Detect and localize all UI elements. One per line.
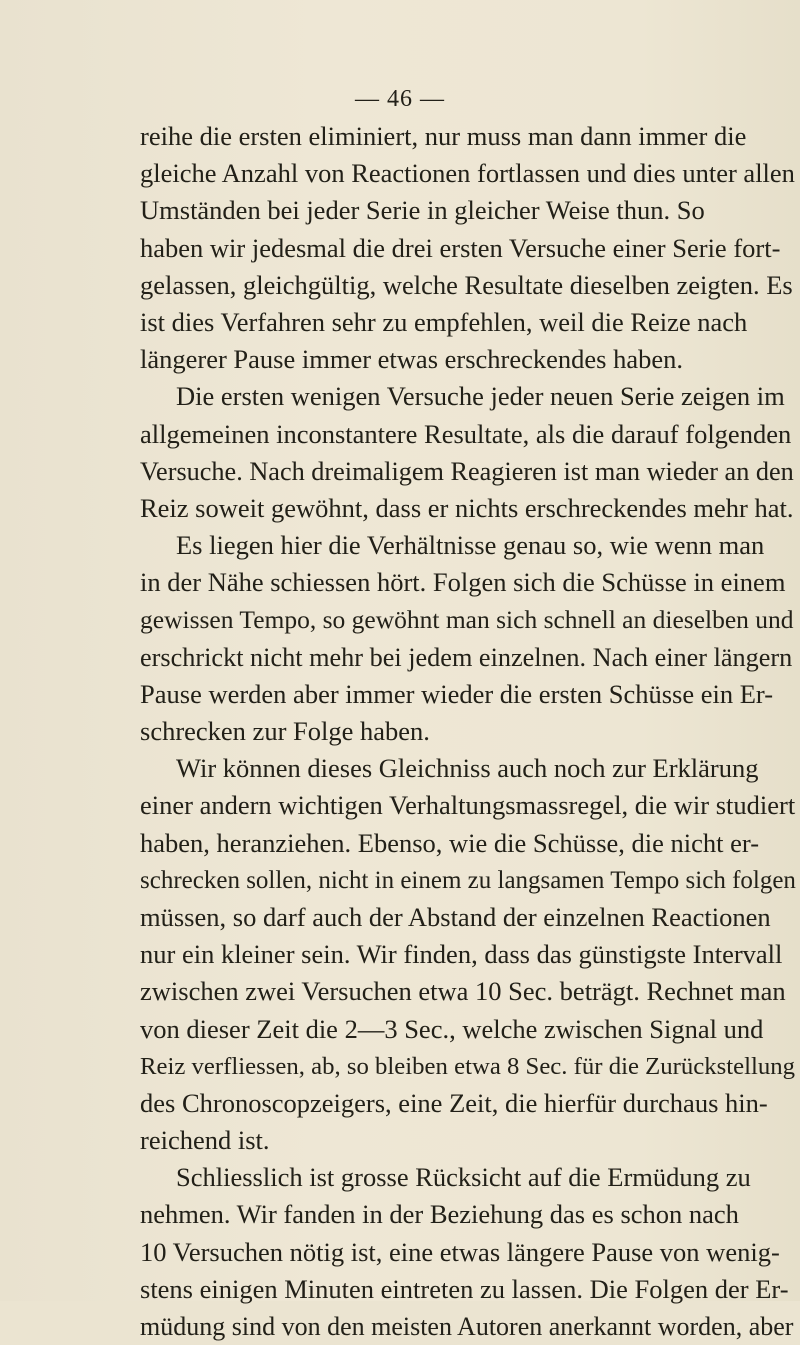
text-line: reihe die ersten eliminiert, nur muss man dann immer die (140, 121, 747, 151)
text-line: stens einigen Minuten eintreten zu lassen. Die Folgen der Er- (140, 1273, 789, 1304)
paragraph-start-line: Wir können dieses Gleichniss auch noch zur Erklärung (176, 753, 759, 784)
text-line: Versuche. Nach dreimaligem Reagieren ist man wieder an den (140, 456, 794, 486)
text-line: nur ein kleiner sein. Wir finden, dass das günstigste Intervall (140, 939, 783, 970)
page-number: — 46 — (355, 86, 445, 112)
text-line: haben, heranziehen. Ebenso, wie die Schüsse, die nicht er- (140, 827, 760, 858)
text-line: von dieser Zeit die 2—3 Sec., welche zwischen Signal und (140, 1013, 764, 1044)
text-line: zwischen zwei Versuchen etwa 10 Sec. beträgt. Rechnet man (140, 976, 786, 1007)
text-line: Umständen bei jeder Serie in gleicher Weise thun. So (140, 195, 705, 226)
paragraph-start-line: Schliesslich ist grosse Rücksicht auf die Ermüdung zu (176, 1162, 751, 1193)
text-line: Pause werden aber immer wieder die ersten Schüsse ein Er- (140, 678, 774, 709)
text-line: allgemeinen inconstantere Resultate, als die darauf folgenden (140, 418, 792, 449)
text-line: reichend ist. (140, 1125, 270, 1156)
text-line: längerer Pause immer etwas erschreckendes haben. (140, 344, 684, 375)
text-line: gelassen, gleichgültig, welche Resultate dieselben zeigten. Es (140, 269, 793, 300)
text-line: gleiche Anzahl von Reactionen fortlassen und dies unter allen (140, 158, 795, 189)
text-line: erschrickt nicht mehr bei jedem einzelnen. Nach einer längern (140, 642, 793, 672)
text-line: müdung sind von den meisten Autoren anerkannt worden, aber (140, 1312, 794, 1341)
text-line: Reiz verfliessen, ab, so bleiben etwa 8 Sec. für die Zurückstellung (140, 1052, 795, 1080)
text-line: des Chronoscopzeigers, eine Zeit, die hierfür durchaus hin- (140, 1087, 768, 1118)
text-line: nehmen. Wir fanden in der Beziehung das es schon nach (140, 1199, 739, 1230)
text-line: ist dies Verfahren sehr zu empfehlen, weil die Reize nach (140, 306, 748, 337)
text-line: Reiz soweit gewöhnt, dass er nichts erschreckendes mehr hat. (140, 492, 794, 523)
text-line: gewissen Tempo, so gewöhnt man sich schnell an dieselben und (140, 605, 794, 635)
body-text (140, 118, 796, 1345)
text-line: schrecken sollen, nicht in einem zu langsamen Tempo sich folgen (140, 866, 796, 894)
paragraph-start-line: Die ersten wenigen Versuche jeder neuen Serie zeigen im (176, 381, 785, 412)
text-line: in der Nähe schiessen hört. Folgen sich die Schüsse in einem (140, 567, 786, 598)
paragraph-start-line: Es liegen hier die Verhältnisse genau so, wie wenn man (176, 530, 765, 561)
text-line: 10 Versuchen nötig ist, eine etwas längere Pause von wenig- (140, 1236, 780, 1267)
text-line: müssen, so darf auch der Abstand der einzelnen Reactionen (140, 901, 771, 932)
text-line: einer andern wichtigen Verhaltungsmassregel, die wir studiert (140, 790, 796, 821)
text-line: haben wir jedesmal die drei ersten Versuche einer Serie fort- (140, 232, 781, 263)
text-line: schrecken zur Folge haben. (140, 716, 430, 746)
